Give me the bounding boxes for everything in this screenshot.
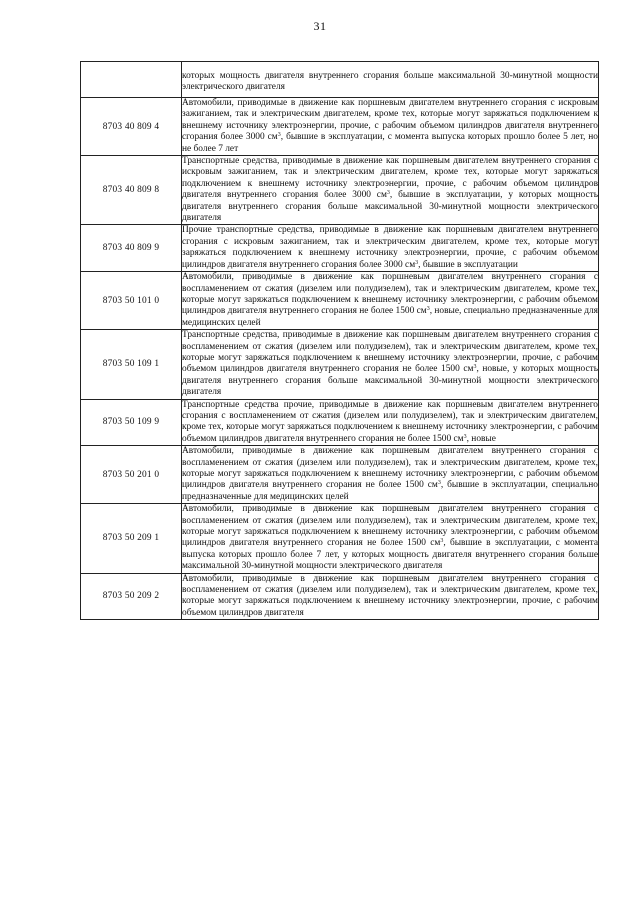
description-text: Автомобили, приводимые в движение как поршневым двигателем внутреннего сгорания с воспламенением от сжатия (дизелем или полудизелем), так и электрическим двигателем, кроме тех, которые могут заряжаться подключением к внешнему источнику электроэнергии, с рабочим объемом цилиндров двигателя внутреннего сгорания не более 1500 см (182, 446, 598, 491)
description-text-tail: , бывшие в эксплуатации, у которых мощность двигателя внутреннего сгорания больше максимальной 30-минутной мощности электрического двигателя (182, 190, 598, 224)
superscript: 3 (386, 190, 390, 197)
description-text: Автомобили, приводимые в движение как поршневым двигателем внутреннего сгорания с воспламенением от сжатия (дизелем или полудизелем), так и электрическим двигателем, кроме тех, которые могут заряжаться подключением к внешнему источнику электроэнергии, с рабочим объемом цилиндров двигателя внутреннего сгорания не более 1500 см (182, 504, 598, 549)
code-cell: 8703 50 109 9 (81, 399, 182, 446)
description-text: которых мощность двигателя внутреннего сгорания больше максимальной 30-минутной мощности электрического двигателя (182, 70, 598, 92)
description-text-tail: , бывшие в эксплуатации, специально предназначенные для медицинских целей (182, 480, 598, 502)
description-text: Автомобили, приводимые в движение как поршневым двигателем внутреннего сгорания с воспламенением от сжатия (дизелем или полудизелем), так и электрическим двигателем, кроме тех, которые могут заряжаться подключением к внешнему источнику электроэнергии, с рабочим объемом цилиндров двигателя внутреннего сгорания не более 1500 см (182, 272, 598, 317)
description-cell (182, 272, 599, 330)
superscript: 3 (463, 433, 467, 440)
code-cell: 8703 50 209 1 (81, 504, 182, 573)
table-row (81, 504, 599, 573)
description-text: Транспортные средства, приводимые в движение как поршневым двигателем внутреннего сгорания с воспламенением от сжатия (дизелем или полудизелем), так и электрическим двигателем, кроме тех, которые могут заряжаться подключением к внешнему источнику электроэнергии, прочие, с рабочим объемом цилиндров двигателя внутреннего сгорания не более 1500 см (182, 330, 598, 375)
superscript: 3 (440, 538, 444, 545)
description-text-tail: , бывшие в эксплуатации, с момента выпуска которых прошло более 7 лет, у которых мощность двигателя внутреннего сгорания больше максимальной 30-минутной мощности электрического двигателя (182, 538, 598, 572)
description-cell (182, 330, 599, 399)
table-row (81, 399, 599, 446)
description-cell (182, 156, 599, 225)
page-number: 31 (313, 19, 327, 33)
description-text: Прочие транспортные средства, приводимые в движение как поршневым двигателем внутреннего сгорания с искровым зажиганием, так и электрическим двигателем, кроме тех, которые могут заряжаться подключением к внешнему источнику электроэнергии, прочие, с рабочим объемом цилиндров двигателя внутреннего сгорания более 3000 см (182, 225, 598, 270)
description-text: Транспортные средства, приводимые в движение как поршневым двигателем внутреннего сгорания с искровым зажиганием, так и электрическим двигателем, кроме тех, которые могут заряжаться подключением к внешнему источнику электроэнергии, прочие, с рабочим объемом цилиндров двигателя внутреннего сгорания более 3000 см (182, 156, 598, 201)
code-cell: 8703 40 809 8 (81, 156, 182, 225)
description-cell (182, 98, 599, 156)
table-row (81, 573, 599, 620)
description-cell (182, 399, 599, 446)
description-text-tail: , бывшие в эксплуатации, с момента выпуска которых прошло более 5 лет, но не более 7 лет (182, 132, 598, 154)
code-cell: 8703 40 809 9 (81, 225, 182, 272)
superscript: 3 (437, 480, 441, 487)
table-row (81, 62, 599, 98)
code-cell: 8703 50 101 0 (81, 272, 182, 330)
description-text-tail: , новые, специально предназначенные для медицинских целей (182, 306, 598, 328)
superscript: 3 (426, 306, 430, 313)
superscript: 3 (473, 364, 477, 371)
superscript: 3 (277, 132, 281, 139)
description-cell (182, 62, 599, 98)
code-cell: 8703 50 109 1 (81, 330, 182, 399)
description-cell (182, 225, 599, 272)
code-cell: 8703 50 201 0 (81, 446, 182, 504)
table-row (81, 156, 599, 225)
description-cell (182, 504, 599, 573)
description-text-tail: , новые, у которых мощность двигателя внутреннего сгорания больше максимальной 30-минутной мощности электрического двигателя (182, 364, 598, 398)
code-cell: 8703 40 809 4 (81, 98, 182, 156)
description-text-tail: , новые (466, 433, 496, 444)
description-cell (182, 573, 599, 620)
description-text: Транспортные средства прочие, приводимые в движение как поршневым двигателем внутреннего сгорания с воспламенением от сжатия (дизелем или полудизелем), так и электрическим двигателем, кроме тех, которые могут заряжаться подключением к внешнему источнику электроэнергии, с рабочим объемом цилиндров двигателя внутреннего сгорания не более 1500 см (182, 399, 598, 444)
description-text: Автомобили, приводимые в движение как поршневым двигателем внутреннего сгорания с искровым зажиганием, так и электрическим двигателем, кроме тех, которые могут заряжаться подключением к внешнему источнику электроэнергии, прочие, с рабочим объемом цилиндров двигателя внутреннего сгорания более 3000 см (182, 98, 598, 143)
description-cell (182, 446, 599, 504)
description-text: Автомобили, приводимые в движение как поршневым двигателем внутреннего сгорания с воспламенением от сжатия (дизелем или полудизелем), так и электрическим двигателем, кроме тех, которые могут заряжаться подключением к внешнему источнику электроэнергии, прочие, с рабочим объемом цилиндров двигателя (182, 573, 598, 618)
superscript: 3 (415, 259, 419, 266)
table-row (81, 98, 599, 156)
code-cell (81, 62, 182, 98)
code-cell: 8703 50 209 2 (81, 573, 182, 620)
tariff-code-table (80, 61, 599, 620)
table-row (81, 225, 599, 272)
table-row (81, 272, 599, 330)
table-row (81, 330, 599, 399)
table-row (81, 446, 599, 504)
description-text-tail: , бывшие в эксплуатации (418, 259, 518, 270)
